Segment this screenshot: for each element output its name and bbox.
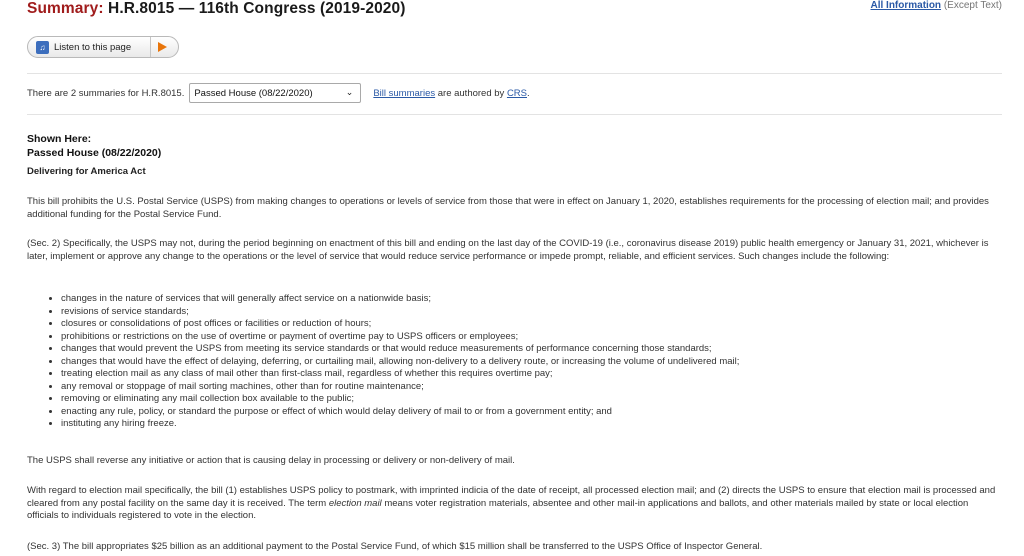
chevron-down-icon: ⌄ xyxy=(345,87,354,97)
authored-by-text xyxy=(373,88,529,99)
authored-mid-text: are authored by xyxy=(437,87,505,99)
bill-summaries-link[interactable]: Bill summaries xyxy=(373,87,436,99)
listen-divider xyxy=(150,37,151,57)
list-item: • removing or eliminating any mail collection box available to the public; xyxy=(61,393,1001,406)
play-icon[interactable] xyxy=(158,42,167,52)
paragraph-4-start: With regard to election mail specifically, the bill (1) establishes USPS policy to postmark, with imprinted indicia of the date of receipt, all processed election mail; and (2) directs the USPS to ensure that election mail is processed and cleared from any postal facility on the same day it is received. The term xyxy=(27,485,996,509)
summary-paragraph-4 xyxy=(27,485,1002,523)
all-information-suffix: (Except Text) xyxy=(943,0,1002,11)
page-content xyxy=(27,0,1002,552)
all-information-link[interactable]: All Information xyxy=(870,0,942,11)
summary-paragraph-3: The USPS shall reverse any initiative or action that is causing delay in processing or delivery or non-delivery of mail. xyxy=(27,455,515,466)
summary-version-value: Passed House (08/22/2020) xyxy=(194,87,313,99)
list-item: • changes that would have the effect of delaying, deferring, or curtailing mail, allowing non-delivery to a delivery route, or increasing the volume of undelivered mail; xyxy=(61,356,1001,369)
divider-top xyxy=(27,73,1002,74)
authored-end-text: . xyxy=(527,87,530,99)
act-name: Delivering for America Act xyxy=(27,166,146,177)
list-item: • closures or consolidations of post offices or facilities or reduction of hours; xyxy=(61,318,1001,331)
shown-version: Passed House (08/22/2020) xyxy=(27,147,162,159)
shown-here-heading: Shown Here: xyxy=(27,133,92,145)
list-item: • enacting any rule, policy, or standard the purpose or effect of which would delay delivery of mail to or from a government entity; and xyxy=(61,406,1001,419)
list-item: • instituting any hiring freeze. xyxy=(61,418,1001,431)
list-item: • treating election mail as any class of mail other than first-class mail, regardless of whether this requires overtime pay; xyxy=(61,368,1001,381)
listen-button[interactable] xyxy=(27,36,179,58)
summary-paragraph-5: (Sec. 3) The bill appropriates $25 billion as an additional payment to the Postal Service Fund, of which $15 million shall be transferred to the USPS Office of Inspector General. xyxy=(27,541,763,552)
crs-link[interactable]: CRS xyxy=(506,87,527,99)
summary-count-text: There are 2 summaries for H.R.8015. xyxy=(27,87,185,99)
changes-list xyxy=(47,293,1001,431)
list-item: • changes in the nature of services that will generally affect service on a nationwide basis; xyxy=(61,293,1001,306)
summary-version-select[interactable] xyxy=(189,83,361,103)
title-bill: H.R.8015 — 116th Congress (2019-2020) xyxy=(108,0,406,17)
title-row xyxy=(27,0,1002,30)
summary-paragraph-1: This bill prohibits the U.S. Postal Service (USPS) from making changes to operations or levels of service from those that were in effect on January 1, 2020, establishes requirements for the processing of election mail; and provides additional funding for the Postal Service Fund. xyxy=(27,196,989,220)
divider-bottom xyxy=(27,114,1002,115)
paragraph-4-end: means voter registration materials, absentee and other mail-in applications and ballots, and other materials mailed by state or local election officials to individuals registered to vote in the election. xyxy=(27,497,969,521)
summary-paragraph-2: (Sec. 2) Specifically, the USPS may not, during the period beginning on enactment of this bill and ending on the last day of the COVID-19 (i.e., coronavirus disease 2019) public health emergency or January 31, 2021, whichever is later, implement or approve any change to the operations or the level of service that would reduce service performance or impede prompt, reliable, and efficient services. Such changes include the following: xyxy=(27,238,989,262)
title-prefix: Summary: xyxy=(27,0,104,17)
list-item: • prohibitions or restrictions on the use of overtime or payment of overtime pay to USPS officers or employees; xyxy=(61,331,1001,344)
shown-here-block xyxy=(27,132,161,160)
speaker-icon: ♫ xyxy=(36,41,49,54)
all-information-link-group xyxy=(870,0,1002,11)
page-title xyxy=(27,0,406,18)
listen-label: Listen to this page xyxy=(54,41,132,53)
election-mail-term: election mail xyxy=(328,497,382,509)
list-item: • changes that would prevent the USPS from meeting its service standards or that would reduce measurements of performance concerning those standards; xyxy=(61,343,1001,356)
list-item: • any removal or stoppage of mail sorting machines, other than for routine maintenance; xyxy=(61,381,1001,394)
list-item: • revisions of service standards; xyxy=(61,306,1001,319)
summary-selector-row xyxy=(27,82,1002,104)
